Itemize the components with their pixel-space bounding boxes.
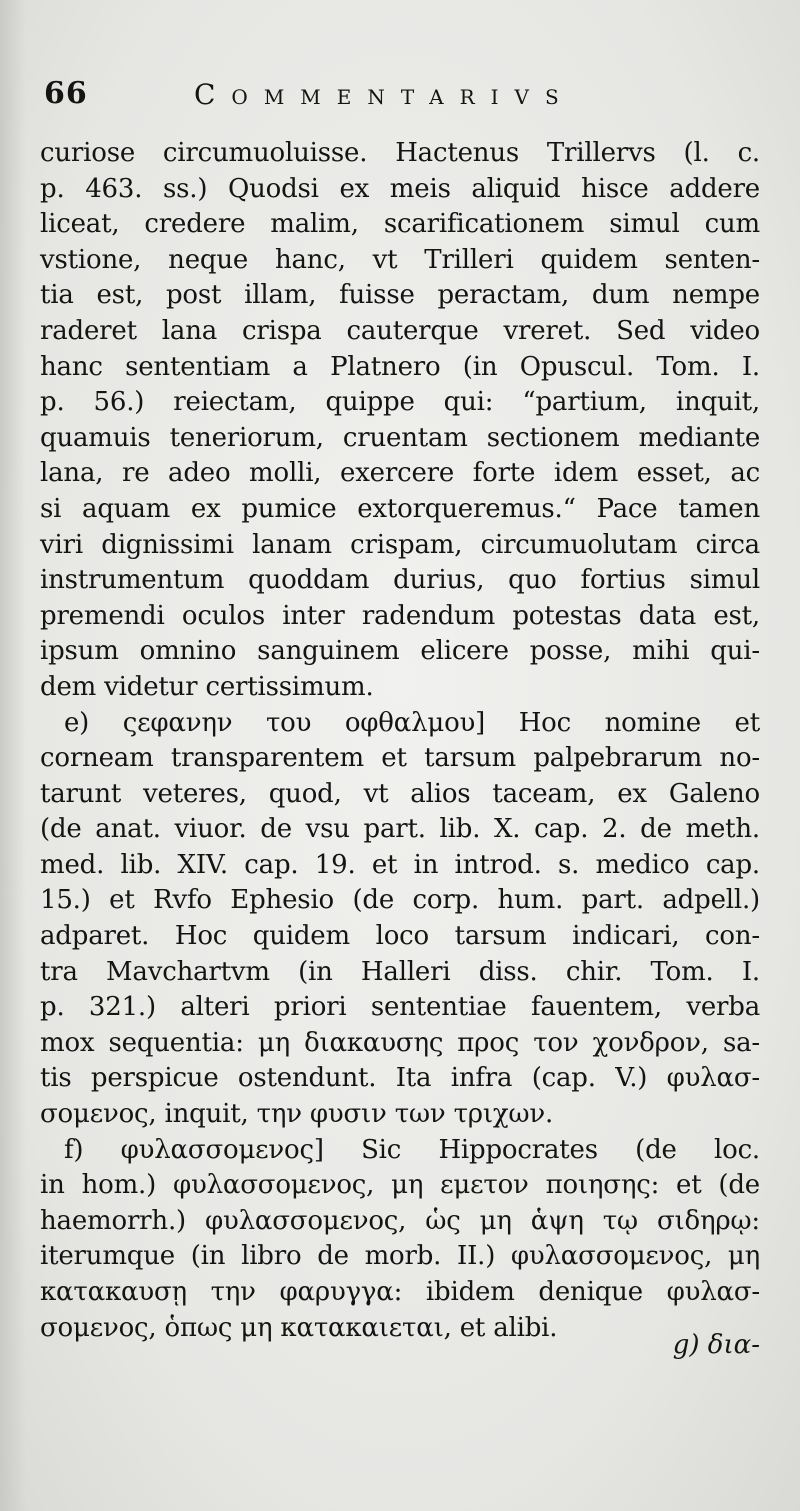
- text-line: quamuis teneriorum, cruentam sectionem mediante: [40, 422, 760, 453]
- body-text: [40, 136, 760, 1346]
- text-line: dem videtur certissimum.: [40, 671, 374, 702]
- footnote-e-heading: e) ςεφανην του οφθαλμου] Hoc nomine et: [64, 707, 760, 738]
- text-line: corneam transparentem et tarsum palpebrarum no-: [40, 743, 760, 774]
- text-line: iterumque (in libro de morb. II.) φυλασσομενος, μη: [40, 1241, 760, 1272]
- text-line: ipsum omnino sanguinem elicere posse, mihi qui-: [40, 636, 760, 667]
- text-line: vstione, neque hanc, vt Trilleri quidem senten-: [40, 244, 760, 275]
- text-line: hanc sententiam a Platnero (in Opuscul. Tom. I.: [40, 351, 760, 382]
- text-line: liceat, credere malim, scarificationem simul cum: [40, 209, 760, 240]
- footnote-f-heading: f) φυλασσομενος] Sic Hippocrates (de loc.: [64, 1134, 760, 1165]
- text-line: lana, re adeo molli, exercere forte idem esset, ac: [40, 458, 760, 489]
- catchword: g) δια-: [672, 1330, 760, 1360]
- text-line: tis perspicue ostendunt. Ita infra (cap. V.) φυλασ-: [40, 1063, 760, 1094]
- text-line: (de anat. viuor. de vsu part. lib. X. cap. 2. de meth.: [40, 814, 760, 845]
- text-line: mox sequentia: μη διακαυσης προς τον χονδρον, sa-: [40, 1027, 760, 1058]
- text-line: in hom.) φυλασσομενος, μη εμετον ποιησης: et (de: [40, 1170, 760, 1201]
- running-head: [44, 76, 604, 120]
- text-line: premendi oculos inter radendum potestas data est,: [40, 600, 760, 631]
- text-line: adparet. Hoc quidem loco tarsum indicari, con-: [40, 921, 760, 952]
- text-line: curiose circumuoluisse. Hactenus Trillervs (l. c.: [40, 138, 760, 168]
- text-line: si aquam ex pumice extorqueremus.“ Pace tamen: [40, 493, 760, 524]
- text-line: p. 321.) alteri priori sententiae fauentem, verba: [40, 992, 760, 1023]
- text-line: med. lib. XIV. cap. 19. et in introd. s. medico cap.: [40, 849, 760, 880]
- text-line: σομενος, ὁπως μη κατακαιεται, et alibi.: [40, 1312, 558, 1343]
- text-line: p. 463. ss.) Quodsi ex meis aliquid hisce addere: [40, 173, 760, 204]
- text-line: haemorrh.) φυλασσομενος, ὡς μη ἁψη τῳ σιδηρῳ:: [40, 1205, 760, 1236]
- text-line: 15.) et Rvfo Ephesio (de corp. hum. part. adpell.): [40, 885, 760, 916]
- text-line: κατακαυσῃ την φαρυγγα: ibidem denique φυλασ-: [40, 1277, 760, 1307]
- text-line: tia est, post illam, fuisse peractam, dum nempe: [40, 280, 760, 311]
- text-line: tarunt veteres, quod, vt alios taceam, ex Galeno: [40, 778, 760, 809]
- text-line: σομενος, inquit, την φυσιν των τριχων.: [40, 1099, 554, 1130]
- page-number: 66: [44, 76, 88, 111]
- text-line: tra Mavchartvm (in Halleri diss. chir. Tom. I.: [40, 956, 760, 987]
- text-line: instrumentum quoddam durius, quo fortius simul: [40, 565, 760, 596]
- text-line: p. 56.) reiectam, quippe qui: “partium, inquit,: [40, 387, 760, 418]
- text-line: raderet lana crispa cauterque vreret. Sed video: [40, 315, 760, 346]
- text-line: viri dignissimi lanam crispam, circumuolutam circa: [40, 529, 760, 560]
- running-title: Commentarivs: [194, 78, 575, 111]
